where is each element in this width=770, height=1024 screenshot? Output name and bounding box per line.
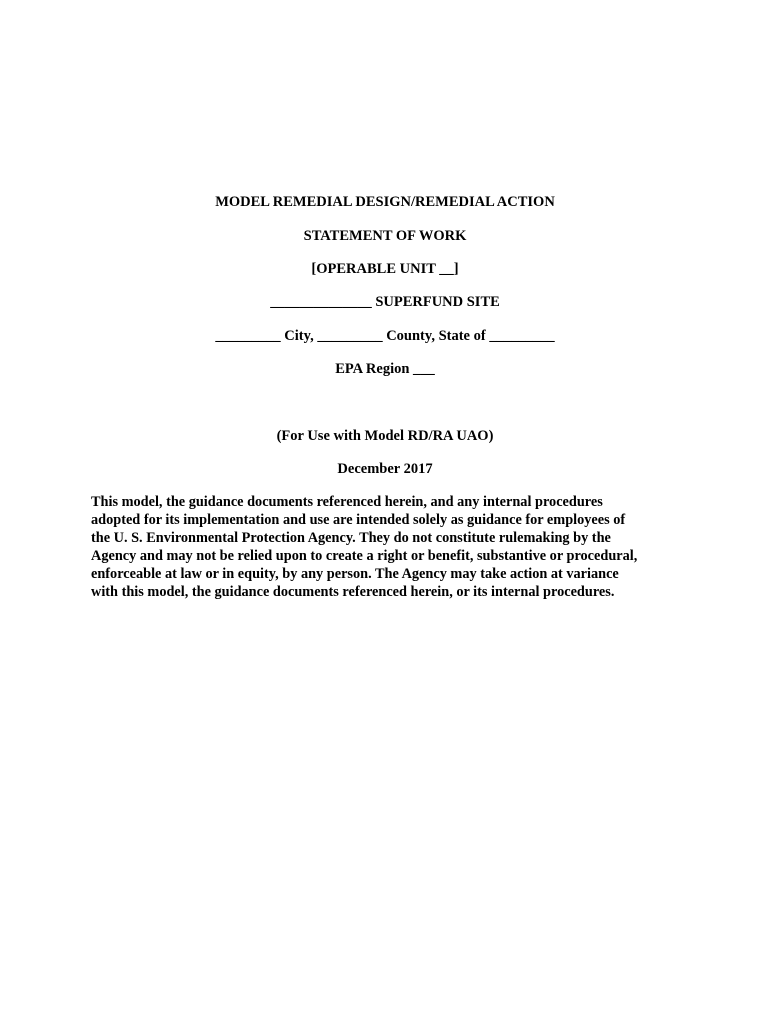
document-date: December 2017: [337, 461, 433, 477]
title-line-2: STATEMENT OF WORK: [303, 228, 467, 244]
disclaimer-line: adopted for its implementation and use are intended solely as guidance for employees of: [91, 511, 626, 528]
disclaimer-line: enforceable at law or in equity, by any person. The Agency may take action at variance: [91, 565, 619, 582]
location-line: _________ City, _________ County, State of _________: [215, 328, 555, 344]
disclaimer-line: the U. S. Environmental Protection Agency. They do not constitute rulemaking by the: [91, 529, 611, 546]
disclaimer-line: Agency and may not be relied upon to create a right or benefit, substantive or procedural,: [91, 547, 638, 564]
operable-unit-line: [OPERABLE UNIT __]: [311, 261, 459, 277]
superfund-site-line: ______________ SUPERFUND SITE: [270, 294, 500, 310]
disclaimer-line: This model, the guidance documents referenced herein, and any internal procedures: [91, 494, 603, 510]
disclaimer-line: with this model, the guidance documents referenced herein, or its internal procedures.: [91, 583, 615, 600]
disclaimer-paragraph: [91, 494, 681, 601]
title-line-1: MODEL REMEDIAL DESIGN/REMEDIAL ACTION: [215, 194, 555, 210]
use-note: (For Use with Model RD/RA UAO): [276, 428, 494, 444]
epa-region-line: EPA Region ___: [335, 361, 435, 377]
